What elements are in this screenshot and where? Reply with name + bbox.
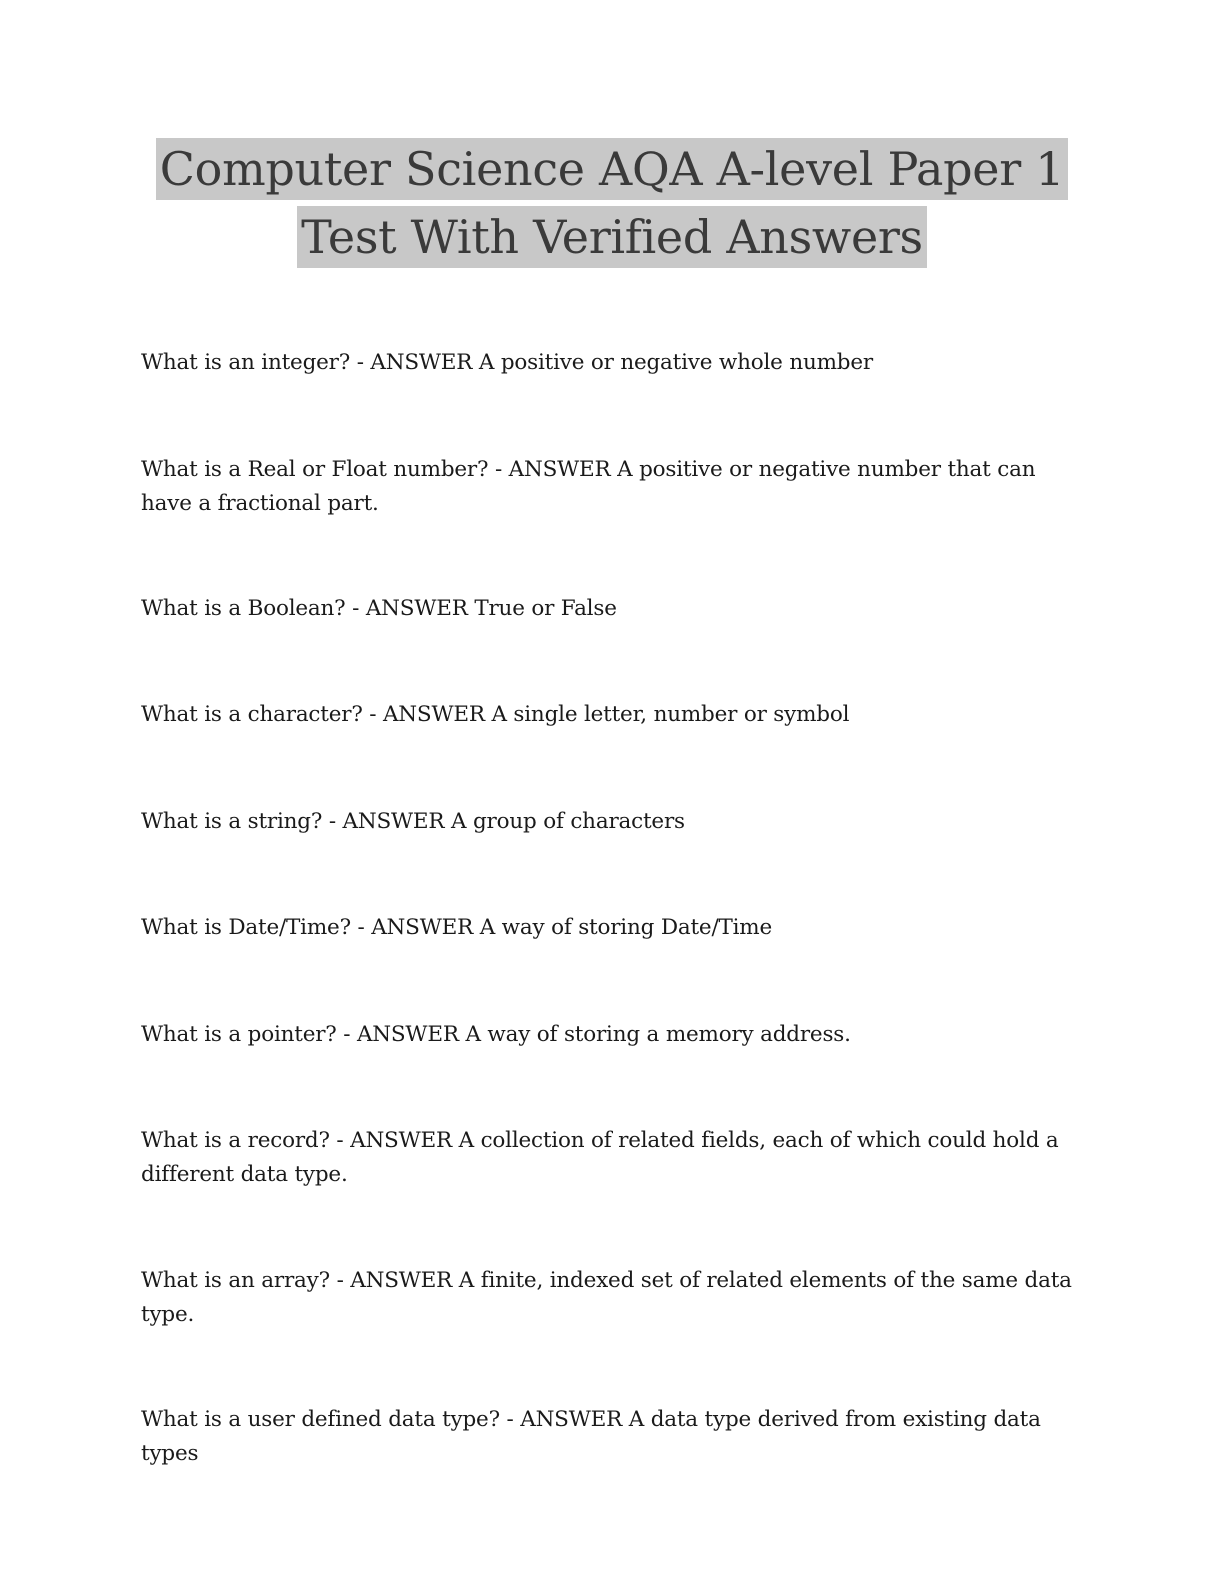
title-line-2: Test With Verified Answers	[297, 206, 927, 268]
qa-item: What is Date/Time? - ANSWER A way of storing Date/Time	[141, 915, 773, 940]
qa-item: What is a character? - ANSWER A single letter, number or symbol	[141, 702, 850, 727]
qa-item: What is a string? - ANSWER A group of characters	[141, 809, 685, 834]
qa-item: What is a Boolean? - ANSWER True or False	[141, 596, 617, 621]
title-line-1: Computer Science AQA A-level Paper 1	[156, 138, 1068, 200]
document-title	[0, 138, 1224, 274]
qa-item: What is a pointer? - ANSWER A way of storing a memory address.	[141, 1022, 851, 1047]
qa-item: What is an array? - ANSWER A finite, indexed set of related elements of the same data type.	[141, 1268, 1072, 1327]
qa-item: What is an integer? - ANSWER A positive or negative whole number	[141, 350, 873, 375]
qa-item: What is a user defined data type? - ANSWER A data type derived from existing data types	[141, 1407, 1041, 1466]
qa-item: What is a record? - ANSWER A collection of related fields, each of which could hold a different data type.	[141, 1128, 1059, 1187]
qa-item: What is a Real or Float number? - ANSWER A positive or negative number that can have a fractional part.	[141, 457, 1036, 516]
